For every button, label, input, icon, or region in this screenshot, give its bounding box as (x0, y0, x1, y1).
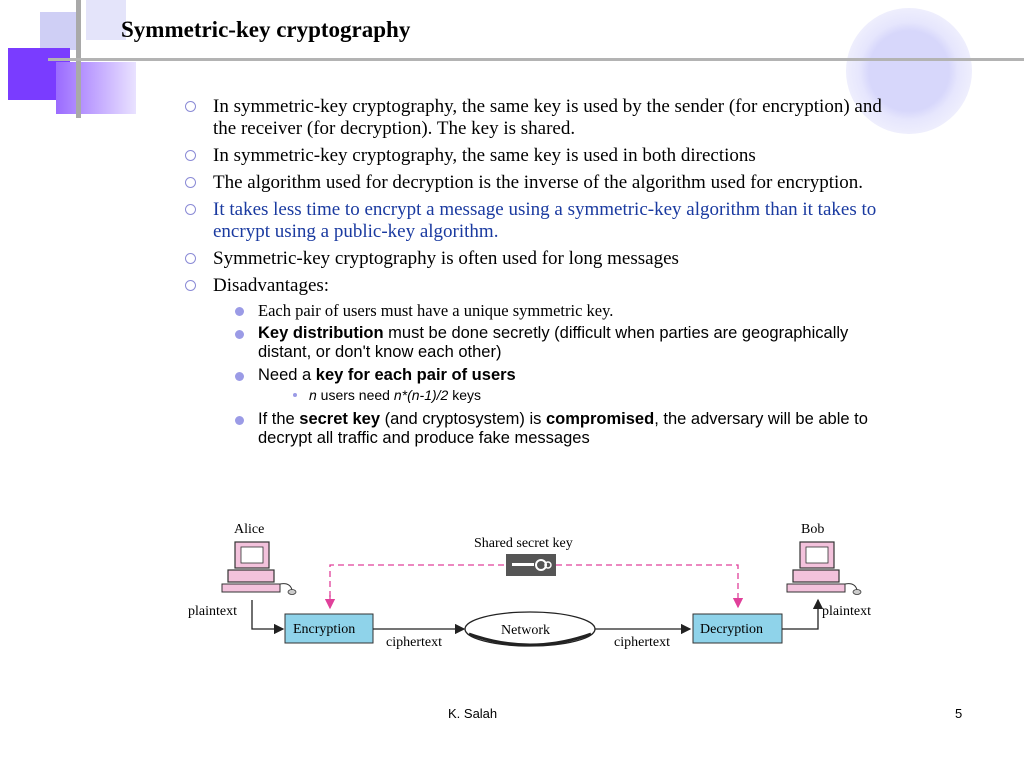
dot-bullet-icon (235, 307, 244, 316)
ring-bullet-icon (185, 204, 196, 215)
page-number: 5 (955, 706, 963, 721)
ciphertext-left-label: ciphertext (386, 635, 442, 650)
bullet-list (183, 96, 883, 453)
footer-author: K. Salah (448, 706, 498, 721)
bullet-item: Symmetric-key cryptography is often used for long messages (183, 248, 883, 270)
network-label: Network (501, 623, 550, 638)
decryption-label: Decryption (700, 622, 763, 637)
sub-bullet-item: Key distribution must be done secretly (difficult when parties are geographically distant, or don't know each other) (213, 324, 883, 362)
plaintext-right-label: plaintext (822, 604, 871, 619)
alice-computer-icon (222, 542, 296, 595)
bullet-item: In symmetric-key cryptography, the same key is used in both directions (183, 145, 883, 167)
bullet-item: It takes less time to encrypt a message using a symmetric-key algorithm than it takes to encrypt using a public-key algorithm. (183, 199, 883, 243)
plaintext-left-label: plaintext (188, 604, 237, 619)
ring-bullet-icon (185, 253, 196, 264)
sub-sub-bullet-item: n users need n*(n-1)/2 keys (213, 387, 883, 404)
dot-bullet-icon (235, 372, 244, 381)
ring-bullet-icon (185, 280, 196, 291)
encryption-label: Encryption (293, 622, 356, 637)
bullet-item: In symmetric-key cryptography, the same key is used by the sender (for encryption) and the receiver (for decryption). The key is shared. (183, 96, 883, 140)
alice-label: Alice (234, 522, 265, 537)
ring-bullet-icon (185, 177, 196, 188)
slide-title: Symmetric-key cryptography (121, 17, 411, 42)
title-divider (48, 58, 1024, 61)
sub-bullet-item: If the secret key (and cryptosystem) is compromised, the adversary will be able to decrypt all traffic and produce fake messages (213, 410, 883, 448)
bob-computer-icon (787, 542, 861, 595)
bullet-item-disadvantages: Disadvantages: Each pair of users must have a unique symmetric key. Key distribution must be done secretly (difficult when parties are geographically distant, or don't know each other) Need a key for each pair of users n users need n*(n-1)/2 keys If the secret key (and cryptosystem) is compromised, the adversary will be able to decrypt all traffic and produce fake messages (183, 275, 883, 448)
dot-bullet-icon (235, 416, 244, 425)
bob-label: Bob (801, 522, 825, 537)
symmetric-key-diagram (180, 510, 890, 660)
small-dot-bullet-icon (293, 393, 297, 397)
shared-key-label: Shared secret key (474, 536, 573, 551)
bullet-item: The algorithm used for decryption is the inverse of the algorithm used for encryption. (183, 172, 883, 194)
ciphertext-right-label: ciphertext (614, 635, 670, 650)
key-icon (506, 554, 556, 576)
dot-bullet-icon (235, 330, 244, 339)
sub-bullet-item: Need a key for each pair of users n users need n*(n-1)/2 keys (213, 366, 883, 404)
ring-bullet-icon (185, 101, 196, 112)
ring-bullet-icon (185, 150, 196, 161)
disadvantages-list (213, 301, 883, 448)
sub-bullet-item: Each pair of users must have a unique symmetric key. (213, 301, 883, 320)
